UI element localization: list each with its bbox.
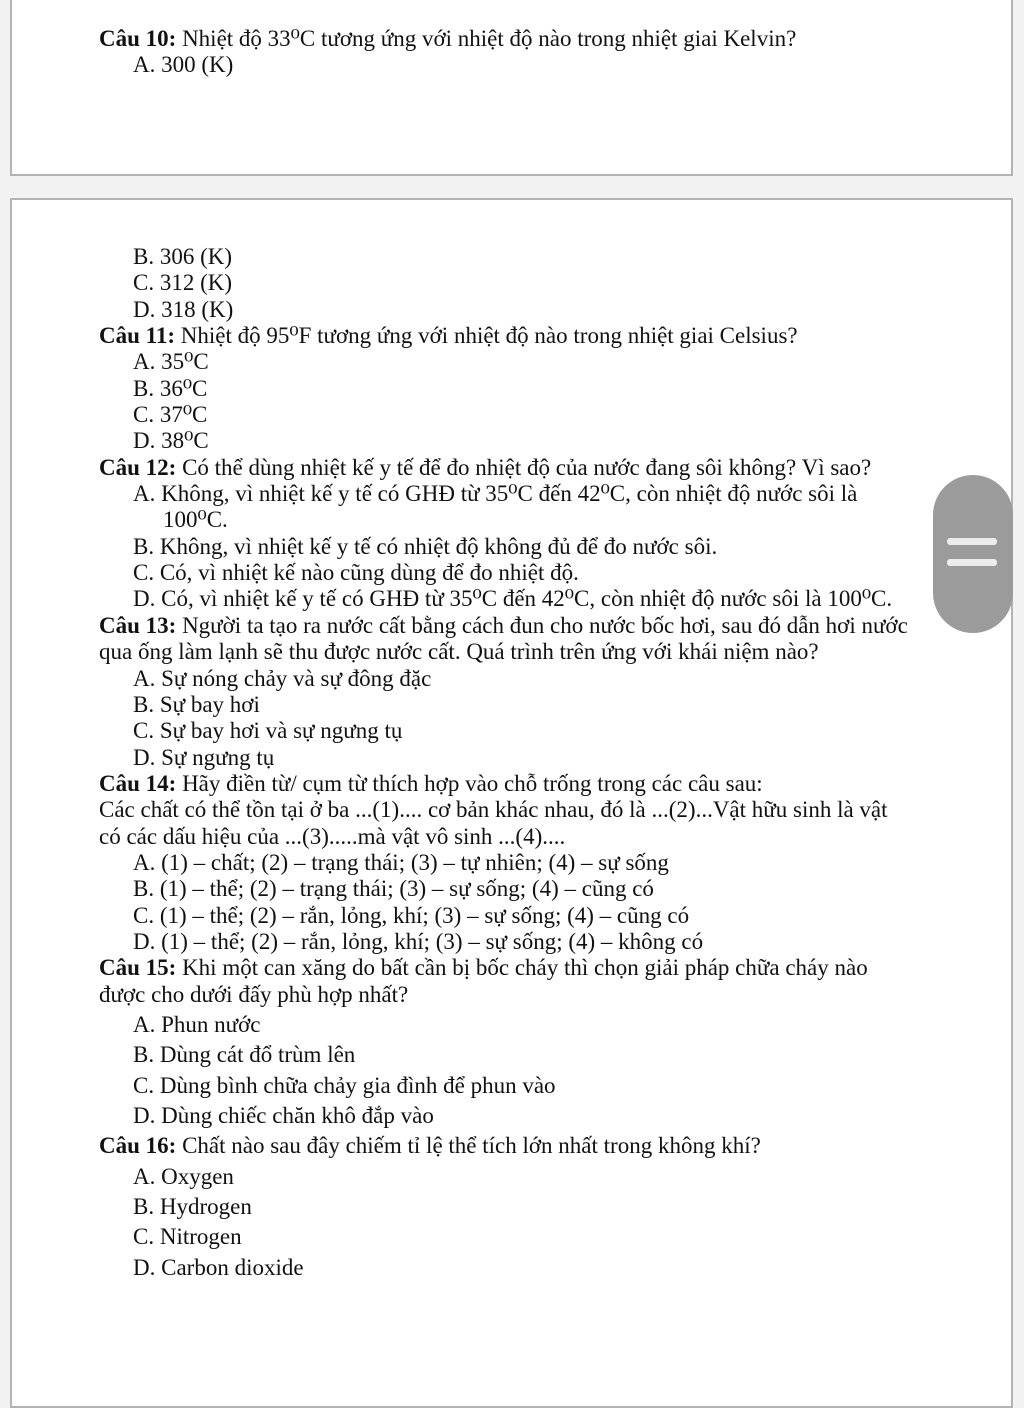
question-11-text: Nhiệt độ 95⁰F tương ứng với nhiệt độ nào trong nhiệt giai Celsius?: [180, 323, 798, 349]
question-13-line: [12, 613, 1011, 639]
question-16-line: [12, 1133, 1011, 1159]
question-10-line: [12, 26, 1011, 52]
question-continuation-line: được cho dưới đấy phù hợp nhất?: [99, 981, 409, 1007]
question-13-label: Câu 13:: [99, 612, 177, 638]
question-16-text: Chất nào sau đây chiếm tỉ lệ thể tích lớn nhất trong không khí?: [182, 1133, 761, 1159]
question-11-line: [12, 323, 1011, 349]
option-line: D. Dùng chiếc chăn khô đắp vào: [133, 1103, 434, 1128]
question-continuation-line: qua ống làm lạnh sẽ thu được nước cất. Quá trình trên ứng với khái niệm nào?: [99, 639, 819, 665]
question-10-text: Nhiệt độ 33⁰C tương ứng với nhiệt độ nào trong nhiệt giai Kelvin?: [182, 26, 797, 51]
option-line: A. 300 (K): [133, 52, 234, 78]
scroll-drag-handle[interactable]: [933, 475, 1013, 633]
question-14-label: Câu 14:: [99, 770, 177, 796]
option-line: C. Có, vì nhiệt kế nào cũng dùng để đo nhiệt độ.: [133, 560, 579, 586]
option-line: A. (1) – chất; (2) – trạng thái; (3) – tự nhiên; (4) – sự sống: [133, 849, 669, 875]
option-line: D. Carbon dioxide: [133, 1254, 304, 1280]
option-line: B. Sự bay hơi: [133, 691, 260, 717]
question-14-text: Hãy điền từ/ cụm từ thích hợp vào chỗ trống trong các câu sau:: [182, 770, 763, 796]
option-line: D. Sự ngưng tụ: [133, 744, 275, 770]
option-line: B. (1) – thể; (2) – trạng thái; (3) – sự sống; (4) – cũng có: [133, 876, 654, 902]
option-line: C. 312 (K): [133, 270, 233, 296]
option-line: D. (1) – thể; (2) – rắn, lỏng, khí; (3) – sự sống; (4) – không có: [133, 928, 704, 954]
option-line: A. Không, vì nhiệt kế y tế có GHĐ từ 35⁰C đến 42⁰C, còn nhiệt độ nước sôi là: [133, 481, 858, 507]
page-1: [10, 0, 1013, 176]
option-line: B. Dùng cát đổ trùm lên: [133, 1042, 356, 1068]
question-16-label: Câu 16:: [99, 1133, 177, 1159]
page-2: [10, 198, 1013, 1408]
question-13-text: Người ta tạo ra nước cất bằng cách đun cho nước bốc hơi, sau đó dẫn hơi nước: [182, 612, 908, 638]
option-line: B. Hydrogen: [133, 1194, 252, 1220]
question-continuation-line: có các dấu hiệu của ...(3).....mà vật vô sinh ...(4)....: [99, 823, 566, 849]
question-continuation-line: Các chất có thể tồn tại ở ba ...(1).... cơ bản khác nhau, đó là ...(2)...Vật hữu sinh là vật: [99, 797, 888, 823]
question-12-line: [12, 455, 1011, 481]
option-continuation-line: 100⁰C.: [163, 507, 228, 533]
option-line: C. (1) – thể; (2) – rắn, lỏng, khí; (3) – sự sống; (4) – cũng có: [133, 902, 690, 928]
question-11-label: Câu 11:: [99, 323, 176, 349]
question-15-line: [12, 955, 1011, 981]
option-line: D. Có, vì nhiệt kế y tế có GHĐ từ 35⁰C đến 42⁰C, còn nhiệt độ nước sôi là 100⁰C.: [133, 586, 893, 612]
option-line: D. 38⁰C: [133, 428, 209, 454]
question-15-text: Khi một can xăng do bất cần bị bốc cháy thì chọn giải pháp chữa cháy nào: [182, 955, 868, 981]
question-12-label: Câu 12:: [99, 454, 177, 480]
option-line: B. Không, vì nhiệt kế y tế có nhiệt độ không đủ để đo nước sôi.: [133, 533, 718, 559]
question-15-label: Câu 15:: [99, 955, 177, 981]
option-line: C. 37⁰C: [133, 402, 208, 428]
option-line: D. 318 (K): [133, 296, 234, 322]
question-14-line: [12, 771, 1011, 797]
option-line: B. 36⁰C: [133, 375, 208, 401]
question-10-label: Câu 10:: [99, 26, 177, 51]
grip-line-icon: [947, 559, 997, 566]
option-line: C. Nitrogen: [133, 1224, 242, 1250]
option-line: A. Phun nước: [133, 1011, 261, 1037]
grip-line-icon: [947, 538, 997, 545]
option-line: C. Dùng bình chữa chảy gia đình để phun vào: [133, 1072, 556, 1098]
question-12-text: Có thể dùng nhiệt kế y tế để đo nhiệt độ của nước đang sôi không? Vì sao?: [182, 454, 872, 480]
option-line: C. Sự bay hơi và sự ngưng tụ: [133, 718, 403, 744]
option-line: B. 306 (K): [133, 244, 233, 269]
option-line: A. Oxygen: [133, 1163, 234, 1189]
option-line: A. Sự nóng chảy và sự đông đặc: [133, 665, 432, 691]
option-line: A. 35⁰C: [133, 349, 209, 375]
